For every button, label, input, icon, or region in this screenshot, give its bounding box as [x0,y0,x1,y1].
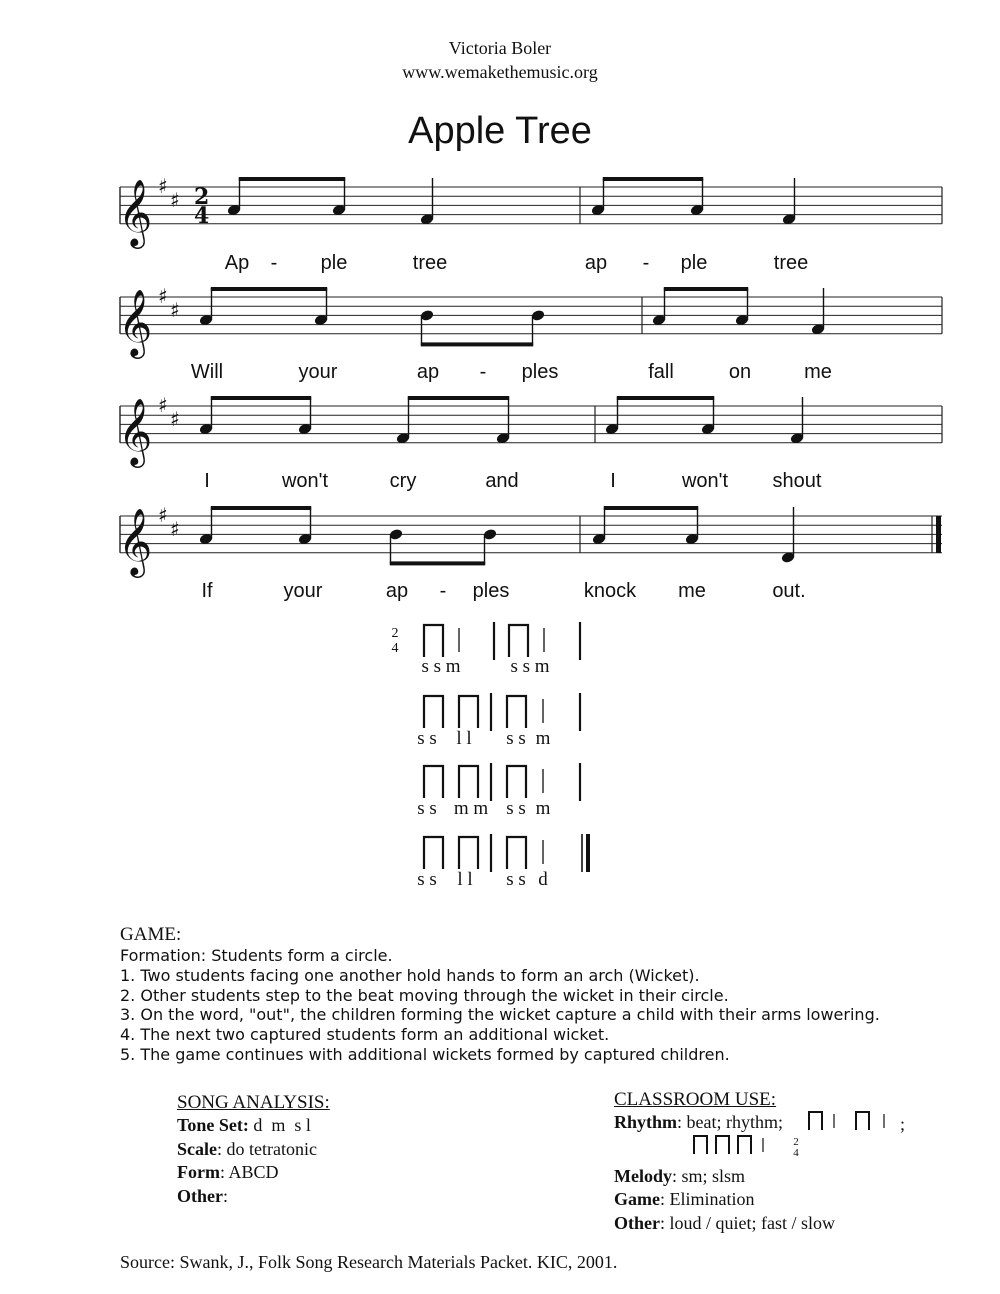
lyric-syllable: shout [772,470,822,492]
solfege-syllables: s s [417,728,437,749]
lyric-syllable: tree [412,252,448,274]
lyric-syllable: I [610,470,616,492]
sharp-icon: ♯ [170,188,180,212]
final-barline-thick [936,516,941,553]
scale-label: Scale [177,1138,217,1159]
classroom-use-heading: CLASSROOM USE: [614,1089,777,1110]
game-instructions [120,946,880,1065]
source-citation: Source: Swank, J., Folk Song Research Materials Packet. KIC, 2001. [120,1252,618,1272]
solfege-syllables: l l [457,869,473,890]
lyric-syllable: ap [584,252,608,274]
lyric-syllable: me [678,580,706,602]
ti-ti-symbol [459,766,478,798]
beam [604,506,698,510]
scale-row: Scale: do tetratonic [177,1138,317,1159]
solfege-syllables: d [538,869,548,890]
song-analysis-heading: SONG ANALYSIS: [177,1092,330,1113]
sharp-icon: ♯ [158,503,168,527]
lyric-syllable: - [270,252,278,274]
sharp-icon: ♯ [170,298,180,322]
beam [421,342,533,346]
scale-value: do tetratonic [226,1138,317,1159]
solfege-syllables: l l [456,728,472,749]
solfege-syllables: s s [506,869,526,890]
time-sig-top: 2 [793,1136,799,1148]
beam [603,177,703,181]
game-line: 5. The game continues with additional wickets formed by captured children. [120,1044,730,1064]
lyric-syllable: won't [681,470,729,492]
game-row: Game: Elimination [614,1189,755,1209]
melody-value: sm; slsm [681,1165,746,1186]
time-signature-top: 2 [194,184,210,210]
lyric-syllable: me [804,361,832,383]
game-line: 1. Two students facing one another hold hands to form an arch (Wicket). [120,965,700,985]
rhythm-row: Rhythm: beat; rhythm; [614,1112,784,1132]
lyric-syllable: your [298,361,338,383]
ti-ti-symbol [424,625,443,657]
treble-clef-icon: 𝄞 [118,177,153,246]
rhythm-final-thick [586,834,590,872]
game-heading: GAME: [120,924,182,945]
sharp-icon: ♯ [158,284,168,308]
ti-ti-symbol [809,1112,822,1130]
rhythm-notation [392,622,591,890]
ti-ti-symbol [424,837,443,869]
staff-system [118,284,942,383]
solfege-syllables: s s [417,869,437,890]
solfege-syllables: s s [506,728,526,749]
solfege-syllables: m [535,728,551,749]
lyric-syllable: - [642,252,650,274]
song-analysis [177,1092,330,1208]
classroom-other-row: Other: loud / quiet; fast / slow [614,1212,835,1233]
rhythm-separator: ; [900,1114,906,1134]
ti-ti-symbol [738,1136,751,1154]
lyric-syllable: ples [521,361,559,383]
solfege-syllables: s s [506,798,526,819]
form-row: Form: ABCD [177,1162,279,1182]
game-value: Elimination [669,1189,755,1209]
lyric-syllable: out. [772,580,806,602]
staff-system [118,174,942,274]
ti-ti-symbol [459,696,478,728]
staff-system [118,503,942,602]
classroom-other-value: loud / quiet; fast / slow [669,1212,835,1233]
lyric-syllable: ap [385,580,409,602]
beam [408,396,509,400]
beam [390,561,485,565]
sharp-icon: ♯ [170,407,180,431]
other-row: Other: [177,1185,228,1206]
beam [211,506,311,510]
ti-ti-symbol [694,1136,707,1154]
sharp-icon: ♯ [158,174,168,198]
game-label: Game [614,1189,660,1209]
time-signature-bottom: 4 [194,203,210,229]
game-line: 3. On the word, "out", the children forming the wicket capture a child with their arms lowering. [120,1005,880,1025]
tone-set-label: Tone Set [177,1115,243,1135]
lyric-syllable: ap [416,361,440,383]
ti-ti-symbol [424,696,443,728]
time-sig-bottom: 4 [793,1147,799,1159]
solfege-syllables: m m [453,798,489,819]
author-name: Victoria Boler [448,38,552,58]
sharp-icon: ♯ [170,517,180,541]
ti-ti-symbol [424,766,443,798]
lyric-syllable: on [728,361,752,383]
lyric-syllable: ple [320,252,348,274]
lyric-syllable: fall [648,361,674,383]
rhythm-value: beat; rhythm; [686,1112,784,1132]
solfege-syllables: s s [417,798,437,819]
ti-ti-symbol [507,696,526,728]
lyric-syllable: your [283,580,323,602]
beam [211,287,327,291]
rhythm-time-top: 2 [391,626,399,641]
ti-ti-symbol [716,1136,729,1154]
lyric-syllable: Ap [224,252,250,274]
melody-row: Melody: sm; slsm [614,1165,746,1186]
game-line: Formation: Students form a circle. [120,946,393,965]
ti-ti-symbol [509,625,528,657]
lyric-syllable: and [485,470,519,492]
lyric-syllable: ple [680,252,708,274]
rhythm-label: Rhythm [614,1112,678,1132]
tone-set-row: Tone Set: d m s l [177,1115,311,1135]
sharp-icon: ♯ [158,393,168,417]
beam [617,396,714,400]
ti-ti-symbol [459,837,478,869]
ti-ti-symbol [507,766,526,798]
form-value: ABCD [228,1162,279,1182]
melody-label: Melody [614,1165,672,1186]
classroom-rhythm-notation [800,1106,920,1162]
lyric-syllable: If [201,580,213,602]
lyric-syllable: - [479,361,487,383]
song-title: Apple Tree [408,110,592,152]
beam [664,287,748,291]
solfege-syllables: m [535,798,551,819]
lyric-syllable: ples [472,580,510,602]
lyric-syllable: Will [190,361,224,383]
lyric-syllable: I [204,470,210,492]
treble-clef-icon: 𝄞 [118,287,153,356]
rhythm-time-bottom: 4 [391,641,399,656]
beam [211,396,311,400]
treble-clef-icon: 𝄞 [118,506,153,575]
other-label: Other [177,1185,223,1206]
classroom-other-label: Other [614,1212,660,1233]
tone-set-value: d m s l [253,1115,311,1135]
classroom-rhythm-notation-2 [690,1132,810,1162]
staff-system [118,393,942,492]
game-line: 4. The next two captured students form an additional wicket. [120,1025,610,1045]
lyric-syllable: won't [281,470,329,492]
beam [239,177,345,181]
lyric-syllable: tree [773,252,809,274]
solfege-syllables: s s m [421,656,461,677]
ti-ti-symbol [507,837,526,869]
form-label: Form [177,1162,220,1182]
lyric-syllable: - [439,580,447,602]
solfege-syllables: s s m [510,656,550,677]
lyric-syllable: cry [389,470,417,492]
lyric-syllable: knock [583,580,637,602]
treble-clef-icon: 𝄞 [118,396,153,465]
game-line: 2. Other students step to the beat moving through the wicket in their circle. [120,985,729,1005]
website-url: www.wemakethemusic.org [402,62,598,82]
ti-ti-symbol [856,1112,869,1130]
